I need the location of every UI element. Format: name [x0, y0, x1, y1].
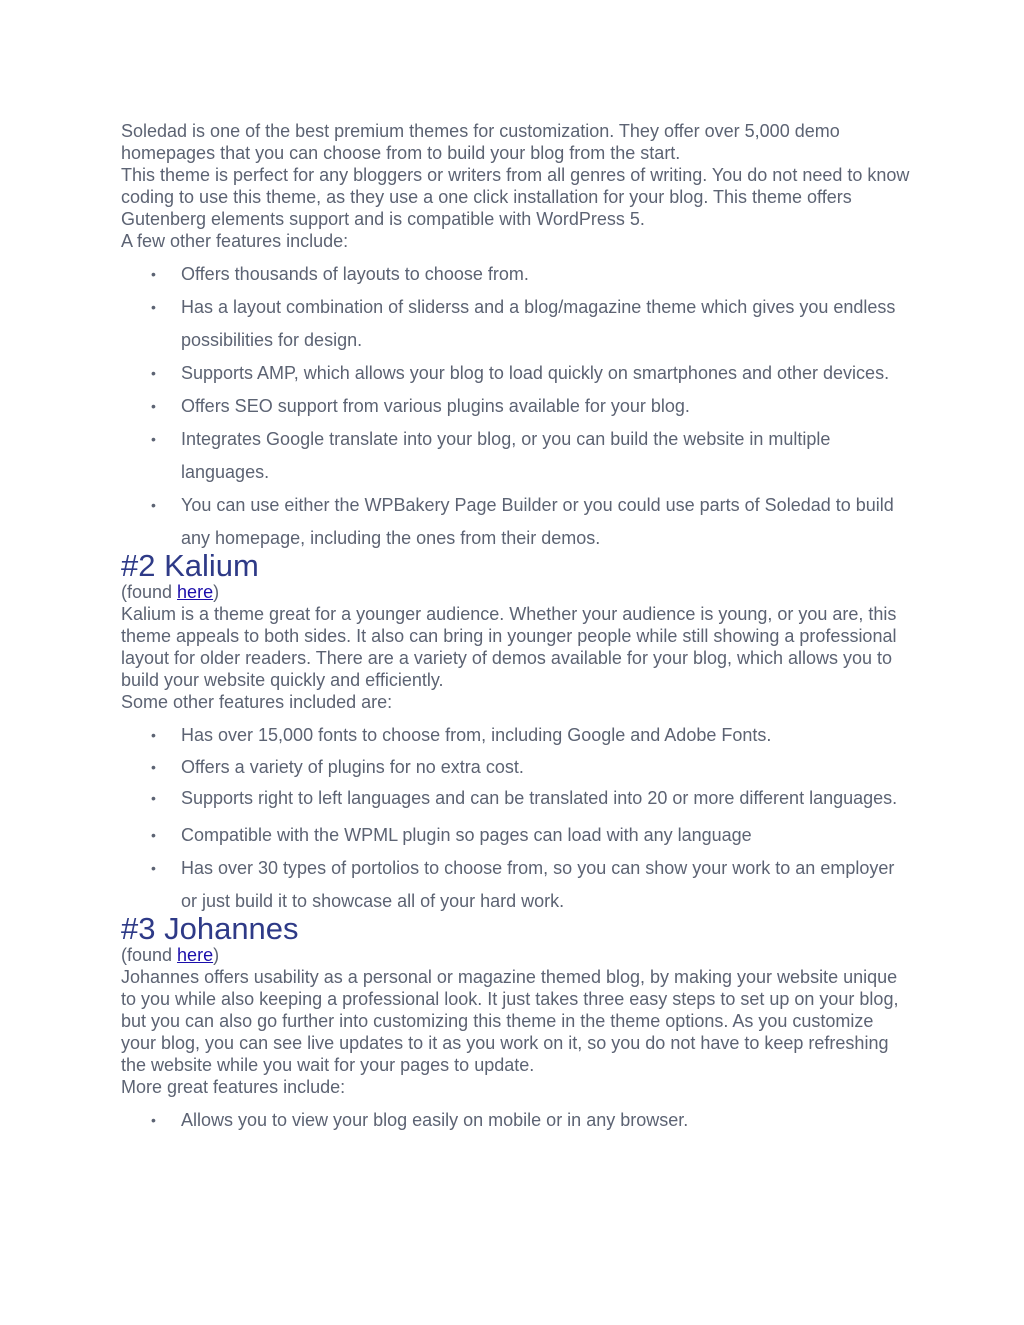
- johannes-description: Johannes offers usability as a personal or magazine themed blog, by making your website unique to you while also keeping a professional look. It just takes three easy steps to set up on your blog, but you can also go further into customizing this theme in the theme options. As you customize your blog, you can see live updates to it as you work on it, so you do not have to keep refreshing the website while you wait for your pages to update.: [121, 967, 899, 1075]
- bullet-icon: •: [151, 365, 156, 381]
- bullet-icon: •: [151, 727, 156, 743]
- bullet-icon: •: [151, 1112, 156, 1128]
- bullet-icon: •: [151, 299, 156, 315]
- johannes-feature-list: [121, 1104, 911, 1137]
- bullet-icon: •: [151, 398, 156, 414]
- list-item: • Has over 30 types of portolios to choose from, so you can show your work to an employer or just build it to showcase all of your hard work.: [121, 852, 911, 918]
- kalium-here-link[interactable]: here: [177, 582, 214, 602]
- list-item: • Has over 15,000 fonts to choose from, including Google and Adobe Fonts.: [121, 719, 911, 752]
- johannes-heading: #3 Johannes: [121, 911, 299, 946]
- bullet-icon: •: [151, 860, 156, 876]
- soledad-paragraph: This theme is perfect for any bloggers or writers from all genres of writing. You do not need to know coding to use this theme, as they use a one click installation for your blog. This theme offers Gutenberg elements support and is compatible with WordPress 5.: [121, 165, 910, 229]
- soledad-features-lead: A few other features include:: [121, 231, 349, 251]
- list-item: • Offers SEO support from various plugins available for your blog.: [121, 390, 911, 423]
- bullet-icon: •: [151, 759, 156, 775]
- johannes-here-link[interactable]: here: [177, 945, 214, 965]
- list-item: • Supports AMP, which allows your blog to load quickly on smartphones and other devices.: [121, 357, 911, 390]
- soledad-intro: Soledad is one of the best premium themes for customization. They offer over 5,000 demo homepages that you can choose from to build your blog from the start.: [121, 121, 840, 163]
- soledad-feature-list: [121, 258, 911, 555]
- kalium-features-lead: Some other features included are:: [121, 692, 393, 712]
- list-item: • Allows you to view your blog easily on mobile or in any browser.: [121, 1104, 911, 1137]
- bullet-icon: •: [151, 431, 156, 447]
- bullet-icon: •: [151, 497, 156, 513]
- kalium-feature-list: [121, 719, 911, 918]
- johannes-features-lead: More great features include:: [121, 1077, 346, 1097]
- list-item: • Offers a variety of plugins for no extra cost.: [121, 752, 911, 782]
- kalium-heading: #2 Kalium: [121, 548, 259, 583]
- list-item: • Offers thousands of layouts to choose from.: [121, 258, 911, 291]
- list-item: • Has a layout combination of sliderss and a blog/magazine theme which gives you endless possibilities for design.: [121, 291, 911, 357]
- bullet-icon: •: [151, 827, 156, 843]
- list-item: • You can use either the WPBakery Page Builder or you could use parts of Soledad to build any homepage, including the ones from their demos.: [121, 489, 911, 555]
- list-item: • Integrates Google translate into your blog, or you can build the website in multiple languages.: [121, 423, 911, 489]
- johannes-found-line: (found here): [121, 945, 220, 965]
- kalium-description: Kalium is a theme great for a younger audience. Whether your audience is young, or you are, this theme appeals to both sides. It also can bring in younger people while still showing a professional layout for older readers. There are a variety of demos available for your blog, which allows you to build your website quickly and efficiently.: [121, 604, 897, 690]
- kalium-found-line: (found here): [121, 582, 220, 602]
- list-item: • Supports right to left languages and can be translated into 20 or more different languages.: [121, 782, 911, 815]
- bullet-icon: •: [151, 790, 156, 806]
- bullet-icon: •: [151, 266, 156, 282]
- list-item: • Compatible with the WPML plugin so pages can load with any language: [121, 819, 911, 852]
- document-page: [121, 120, 911, 1137]
